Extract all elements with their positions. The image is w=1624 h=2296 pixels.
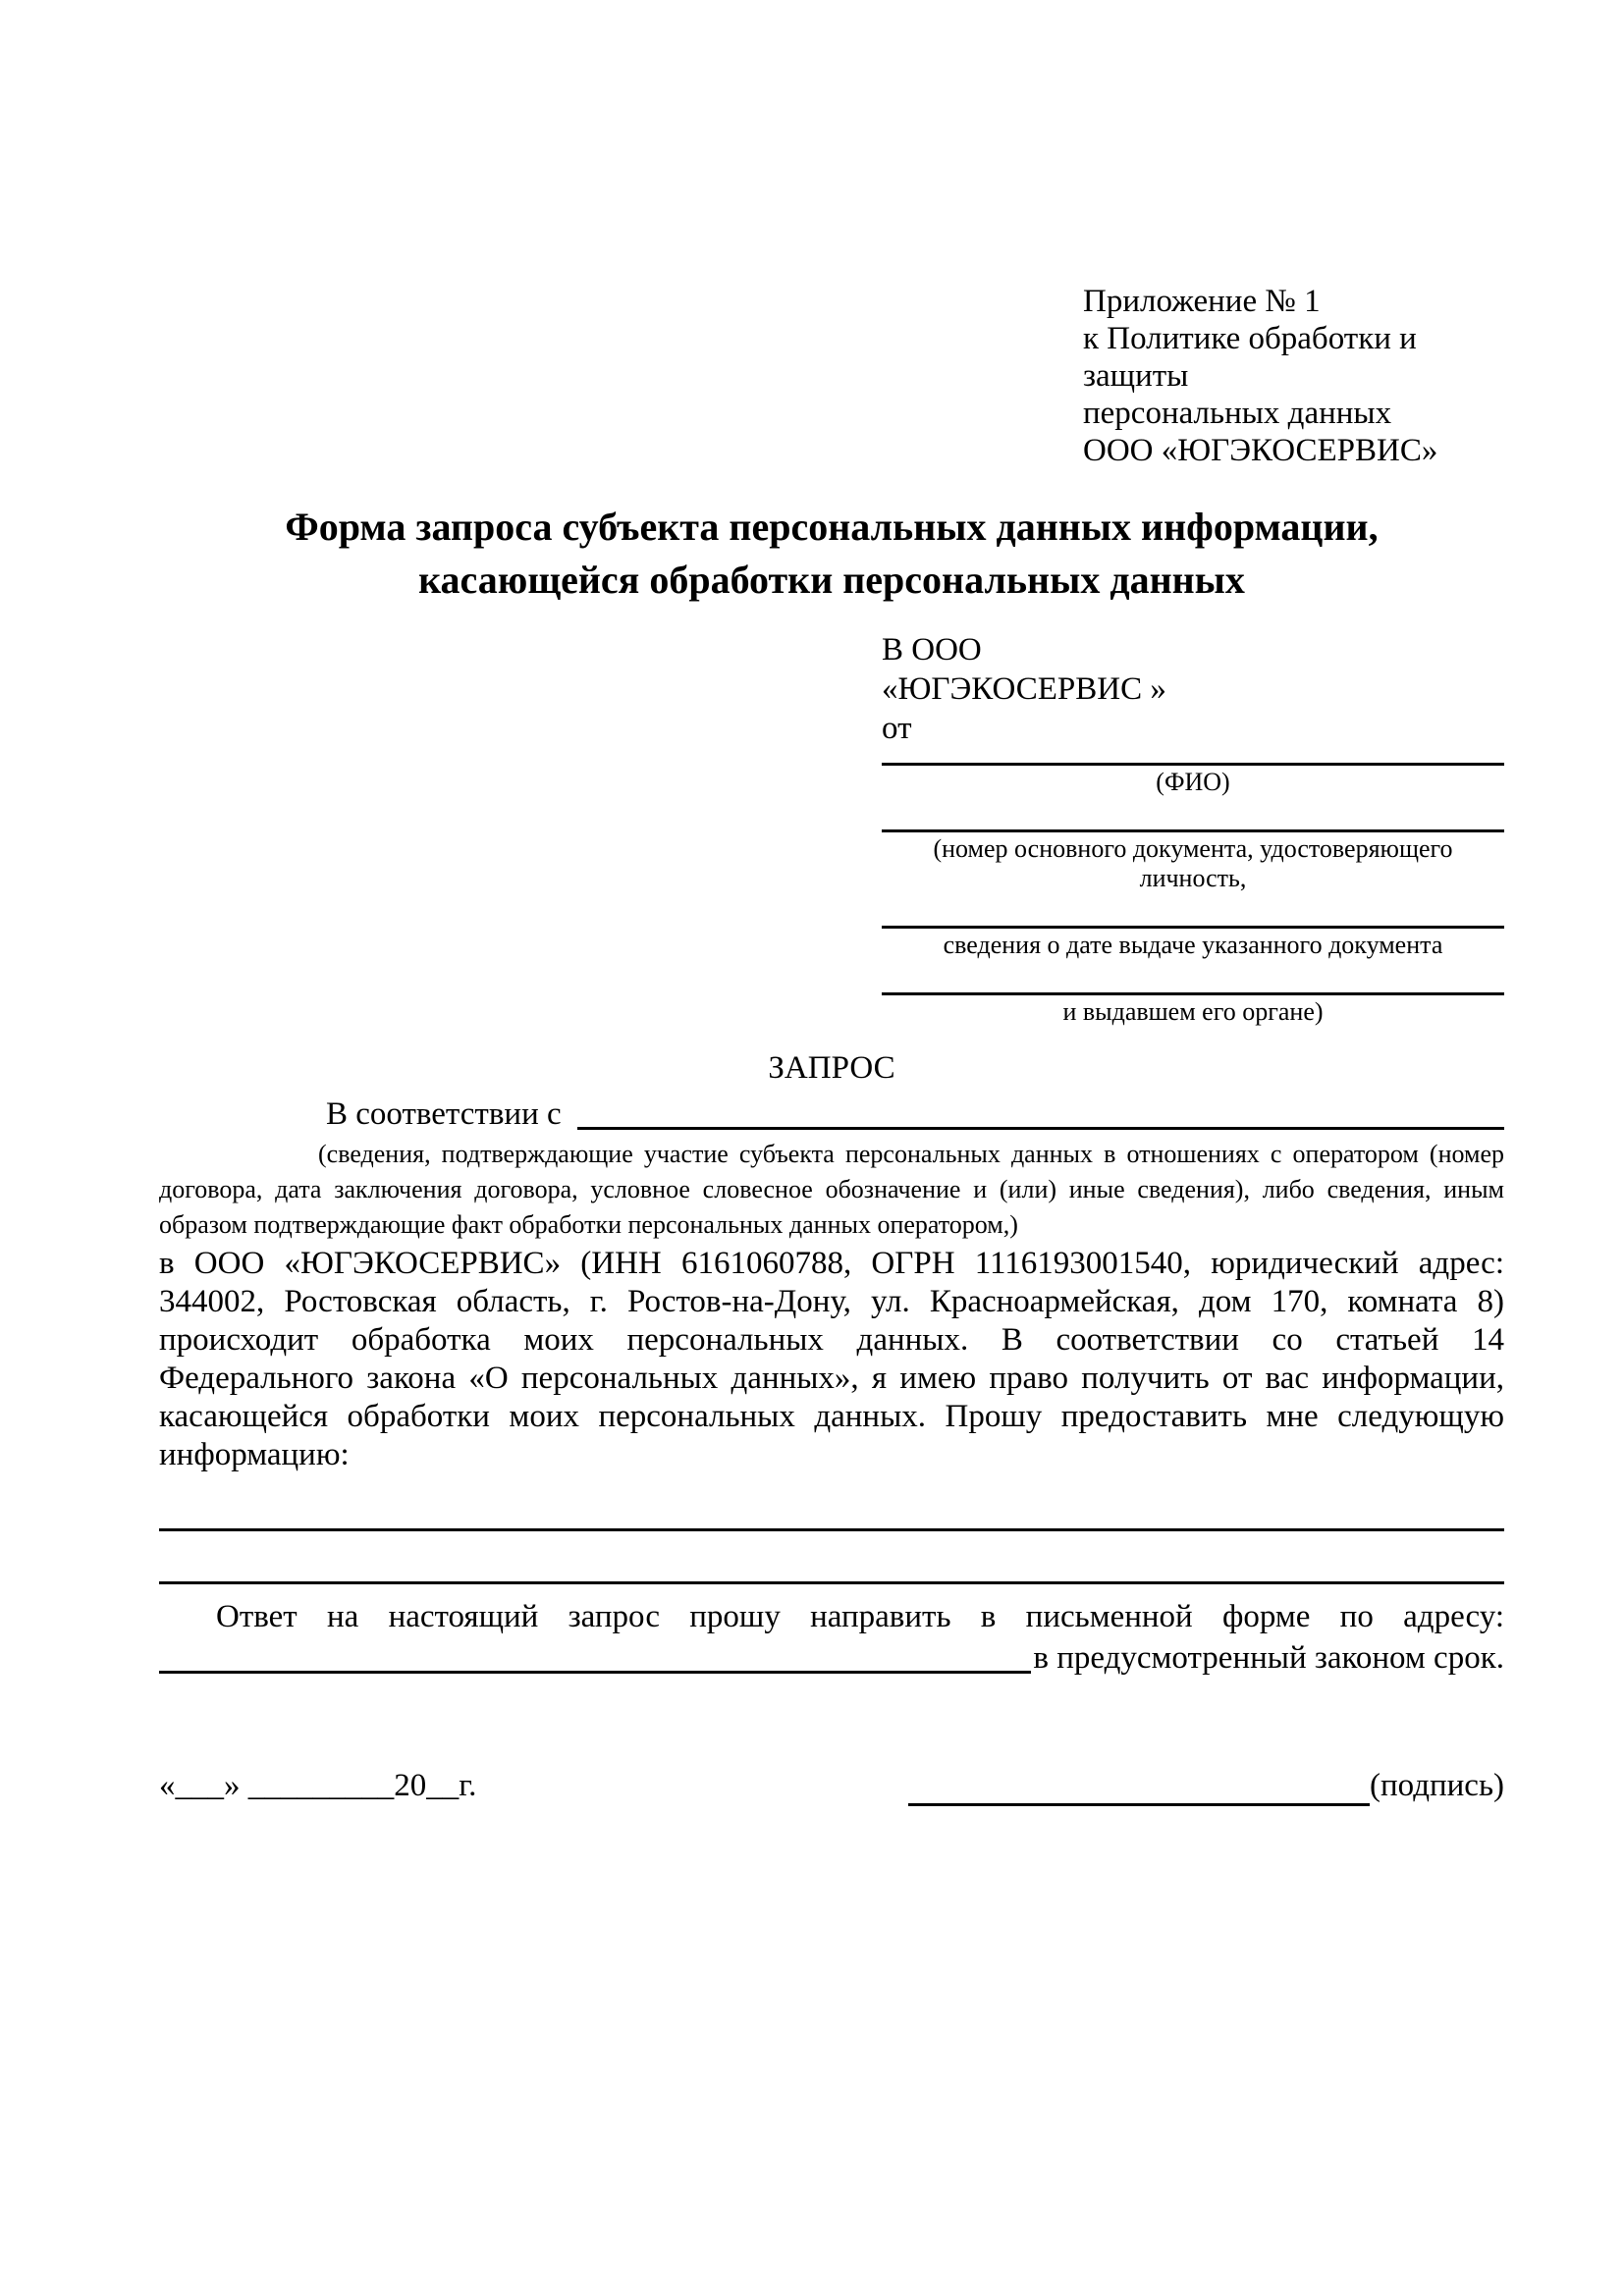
reply-address-row	[159, 1637, 1504, 1679]
info-blank-line-1	[159, 1474, 1504, 1531]
addressee-block	[882, 630, 1504, 1027]
issuing-authority-blank-line	[882, 978, 1504, 995]
appendix-header	[1083, 283, 1504, 469]
fio-caption: (ФИО)	[1156, 768, 1230, 796]
addressee-line-3: от	[882, 711, 912, 746]
agreement-caption: (сведения, подтверждающие участие субъекта персональных данных в отношениях с оператором (номер договора, дата заключения договора, условное словесное обозначение и (или) иные сведения), либо сведения, иным образом подтверждающие факт обработки персональных данных оператором,)	[159, 1140, 1504, 1239]
appendix-header-line-4: ООО «ЮГЭКОСЕРВИС»	[1083, 433, 1438, 468]
agreement-row	[159, 1094, 1504, 1135]
addressee-line-2: «ЮГЭКОСЕРВИС »	[882, 671, 1166, 707]
signature-group	[908, 1765, 1504, 1806]
issuing-authority-field	[882, 978, 1504, 1027]
issue-date-field	[882, 911, 1504, 960]
document-title	[159, 501, 1504, 607]
issue-date-caption: сведения о дате выдаче указанного документа	[943, 931, 1443, 959]
document-number-blank-line	[882, 815, 1504, 832]
date-field: «___» _________20__г.	[159, 1768, 477, 1803]
request-body-paragraph: в ООО «ЮГЭКОСЕРВИС» (ИНН 6161060788, ОГРН 1116193001540, юридический адрес: 344002, Ростовская область, г. Ростов-на-Дону, ул. Красноармейская, дом 170, комната 8) происходит обработка моих персональных данных. В соответствии со статьей 14 Федерального закона «О персональных данных», я имею право получить от вас информации, касающейся обработки моих персональных данных. Прошу предоставить мне следующую информацию:	[159, 1246, 1504, 1472]
document-number-caption: (номер основного документа, удостоверяющего личность,	[933, 834, 1453, 892]
appendix-header-line-2: к Политике обработки и защиты	[1083, 321, 1417, 394]
agreement-prefix: В соответствии с	[326, 1096, 569, 1132]
appendix-header-line-3: персональных данных	[1083, 396, 1392, 431]
document-title-line-1: Форма запроса субъекта персональных данных информации,	[285, 505, 1379, 549]
address-blank-line	[159, 1637, 1031, 1674]
issue-date-blank-line	[882, 911, 1504, 929]
agreement-blank-line	[577, 1094, 1504, 1130]
addressee-line-1: В ООО	[882, 632, 982, 667]
signature-blank-line	[908, 1773, 1370, 1806]
date-signature-row	[159, 1765, 1504, 1806]
document-title-line-2: касающейся обработки персональных данных	[418, 558, 1245, 602]
appendix-header-line-1: Приложение № 1	[1083, 284, 1321, 319]
info-blank-line-2	[159, 1531, 1504, 1584]
reply-address-text: Ответ на настоящий запрос прошу направить в письменной форме по адресу:	[216, 1599, 1504, 1634]
fio-blank-line	[882, 748, 1504, 766]
signature-caption: (подпись)	[1370, 1768, 1504, 1803]
document-number-field	[882, 815, 1504, 893]
reply-suffix-text: в предусмотренный законом срок.	[1033, 1640, 1504, 1676]
request-heading: ЗАПРОС	[768, 1050, 895, 1086]
issuing-authority-caption: и выдавшем его органе)	[1062, 997, 1324, 1026]
fio-field	[882, 748, 1504, 797]
